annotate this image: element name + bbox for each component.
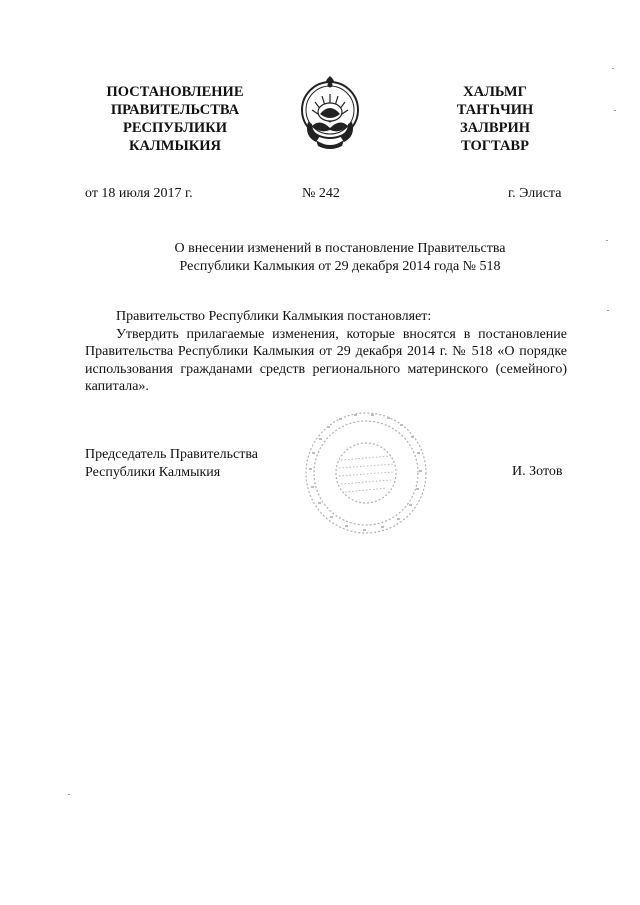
title-line: О внесении изменений в постановление Правительства [174,241,506,256]
document-title [90,240,590,275]
signatory-position-line: Председатель Правительства [85,447,258,462]
scan-speck [68,794,70,795]
header-left-line: ПОСТАНОВЛЕНИЕ [106,84,244,100]
document-date: от 18 июля 2017 г. [85,186,193,201]
document-place: г. Элиста [508,186,562,201]
signatory-position [85,446,258,481]
header-left-line: КАЛМЫКИЯ [129,138,221,154]
scan-speck [614,110,616,111]
document-number: № 242 [302,186,340,201]
body-intro: Правительство Республики Калмыкия постановляет: [116,309,432,324]
official-seal-stamp [299,408,434,538]
coat-of-arms-icon [298,72,362,152]
signatory-name: И. Зотов [512,464,563,479]
header-right-line: ТАҤҺЧИН [456,102,534,118]
header-left-line: ПРАВИТЕЛЬСТВА [110,102,240,118]
scan-speck [607,310,609,311]
header-right-line: ХАЛЬМГ [463,84,527,100]
document-body [85,308,567,396]
header-left-line: РЕСПУБЛИКИ [122,120,228,136]
header-left [80,83,270,155]
scan-speck [612,68,614,69]
header-right-line: ТОГТАВР [461,138,529,154]
header-right-line: ЗАЛВРИН [459,120,530,136]
signatory-position-line: Республики Калмыкия [85,464,221,480]
header-right [430,83,560,155]
scan-speck [606,240,608,241]
body-paragraph: Утвердить прилагаемые изменения, которые вносятся в постановление Правительства Республики Калмыкия от 29 декабря 2014 г. № 518 «О порядке использования гражданами средств регионального материнского (семейного) капитала». [85,326,567,395]
title-line: Республики Калмыкия от 29 декабря 2014 года № 518 [179,258,501,274]
